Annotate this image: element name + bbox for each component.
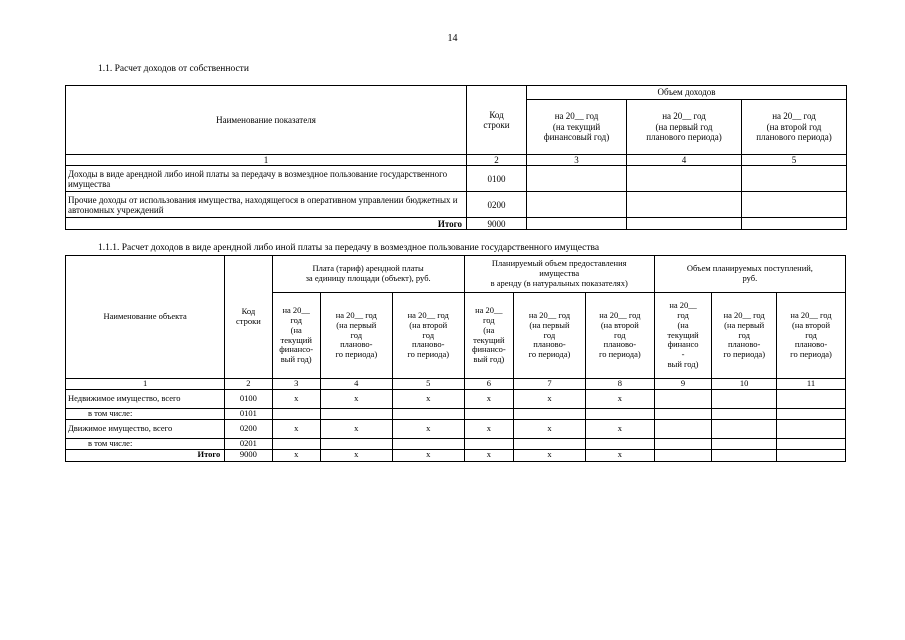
value-cell[interactable] — [585, 438, 654, 449]
x-mark: x — [464, 449, 513, 461]
value-cell[interactable] — [654, 438, 712, 449]
value-cell[interactable] — [272, 408, 320, 419]
row-code: 0201 — [225, 438, 272, 449]
col-number: 2 — [225, 379, 272, 390]
value-cell[interactable] — [742, 192, 847, 218]
x-mark: x — [392, 389, 464, 408]
value-cell[interactable] — [777, 408, 846, 419]
col-number: 8 — [585, 379, 654, 390]
value-cell[interactable] — [464, 438, 513, 449]
table-row — [66, 438, 846, 449]
table-row — [66, 166, 847, 192]
section-1-1-1-title: 1.1.1. Расчет доходов в виде арендной либо иной платы за передачу в возмездное пользование государственного имущества — [98, 243, 600, 253]
value-cell[interactable] — [712, 419, 777, 438]
row-code: 0101 — [225, 408, 272, 419]
total-label: Итого — [66, 218, 467, 230]
rental-income-table — [65, 255, 846, 462]
col-number: 4 — [627, 155, 742, 166]
value-cell[interactable] — [742, 166, 847, 192]
value-cell[interactable] — [712, 389, 777, 408]
value-cell[interactable] — [777, 449, 846, 461]
table-row — [66, 408, 846, 419]
value-cell[interactable] — [654, 389, 712, 408]
header-current-year: на 20__ год (на текущий финансо - вый год) — [654, 293, 712, 379]
value-cell[interactable] — [654, 408, 712, 419]
x-mark: x — [392, 449, 464, 461]
x-mark: x — [272, 449, 320, 461]
value-cell[interactable] — [514, 408, 586, 419]
col-number: 1 — [66, 379, 225, 390]
header-current-year: на 20__ год (на текущий финансовый год) — [527, 100, 627, 155]
header-planned-volume: Планируемый объем предоставления имущества в аренду (в натуральных показателях) — [464, 256, 654, 293]
value-cell[interactable] — [527, 218, 627, 230]
row-code: 0200 — [225, 419, 272, 438]
value-cell[interactable] — [585, 408, 654, 419]
x-mark: x — [585, 389, 654, 408]
header-second-plan-year: на 20__ год (на второй год планово- го периода) — [777, 293, 846, 379]
value-cell[interactable] — [627, 218, 742, 230]
x-mark: x — [514, 389, 586, 408]
col-number: 4 — [320, 379, 392, 390]
x-mark: x — [514, 449, 586, 461]
col-number: 3 — [527, 155, 627, 166]
header-planned-receipts: Объем планируемых поступлений, руб. — [654, 256, 845, 293]
col-number: 1 — [66, 155, 467, 166]
row-name: Доходы в виде арендной либо иной платы за передачу в возмездное пользование государственного имущества — [66, 166, 467, 192]
col-number: 7 — [514, 379, 586, 390]
header-indicator-name: Наименование показателя — [66, 86, 467, 155]
value-cell[interactable] — [777, 438, 846, 449]
row-code: 9000 — [225, 449, 272, 461]
value-cell[interactable] — [712, 438, 777, 449]
value-cell[interactable] — [320, 438, 392, 449]
value-cell[interactable] — [777, 389, 846, 408]
x-mark: x — [320, 449, 392, 461]
header-first-plan-year: на 20__ год (на первый год планово- го периода) — [514, 293, 586, 379]
value-cell[interactable] — [712, 449, 777, 461]
col-number: 5 — [392, 379, 464, 390]
row-name: Недвижимое имущество, всего — [66, 389, 225, 408]
page-number: 14 — [447, 33, 458, 44]
header-current-year: на 20__ год (на текущий финансо- вый год) — [272, 293, 320, 379]
value-cell[interactable] — [777, 419, 846, 438]
header-second-plan-year: на 20__ год (на второй год планово- го периода) — [392, 293, 464, 379]
col-number: 5 — [742, 155, 847, 166]
value-cell[interactable] — [272, 438, 320, 449]
row-name: в том числе: — [66, 438, 225, 449]
value-cell[interactable] — [527, 192, 627, 218]
x-mark: x — [320, 419, 392, 438]
x-mark: x — [585, 449, 654, 461]
row-code: 0100 — [467, 166, 527, 192]
col-number: 9 — [654, 379, 712, 390]
section-1-1-title: 1.1. Расчет доходов от собственности — [98, 64, 249, 74]
total-row — [66, 449, 846, 461]
header-income-volume: Объем доходов — [527, 86, 847, 100]
header-current-year: на 20__ год (на текущий финансо- вый год) — [464, 293, 513, 379]
value-cell[interactable] — [514, 438, 586, 449]
value-cell[interactable] — [627, 166, 742, 192]
header-row-code: Код строки — [467, 86, 527, 155]
value-cell[interactable] — [392, 408, 464, 419]
total-label: Итого — [66, 449, 225, 461]
col-number: 10 — [712, 379, 777, 390]
header-object-name: Наименование объекта — [66, 256, 225, 379]
row-code: 0100 — [225, 389, 272, 408]
x-mark: x — [272, 389, 320, 408]
value-cell[interactable] — [654, 419, 712, 438]
value-cell[interactable] — [320, 408, 392, 419]
value-cell[interactable] — [527, 166, 627, 192]
col-number: 2 — [467, 155, 527, 166]
table-row — [66, 389, 846, 408]
col-number: 6 — [464, 379, 513, 390]
income-from-property-table — [65, 85, 847, 230]
x-mark: x — [272, 419, 320, 438]
header-first-plan-year: на 20__ год (на первый год планового периода) — [627, 100, 742, 155]
row-name: Прочие доходы от использования имущества, находящегося в оперативном управлении бюджетных и автономных учреждений — [66, 192, 467, 218]
header-first-plan-year: на 20__ год (на первый год планово- го периода) — [320, 293, 392, 379]
x-mark: x — [464, 419, 513, 438]
total-row — [66, 218, 847, 230]
value-cell[interactable] — [742, 218, 847, 230]
header-second-plan-year: на 20__ год (на второй год планово- го периода) — [585, 293, 654, 379]
header-second-plan-year: на 20__ год (на второй год планового периода) — [742, 100, 847, 155]
x-mark: x — [585, 419, 654, 438]
row-code: 9000 — [467, 218, 527, 230]
table-row — [66, 192, 847, 218]
x-mark: x — [464, 389, 513, 408]
x-mark: x — [320, 389, 392, 408]
header-rent-rate: Плата (тариф) арендной платы за единицу площади (объект), руб. — [272, 256, 464, 293]
header-first-plan-year: на 20__ год (на первый год планово- го периода) — [712, 293, 777, 379]
value-cell[interactable] — [654, 449, 712, 461]
x-mark: x — [392, 419, 464, 438]
value-cell[interactable] — [627, 192, 742, 218]
header-row-code: Код строки — [225, 256, 272, 379]
row-name: в том числе: — [66, 408, 225, 419]
value-cell[interactable] — [712, 408, 777, 419]
col-number: 3 — [272, 379, 320, 390]
row-code: 0200 — [467, 192, 527, 218]
col-number: 11 — [777, 379, 846, 390]
value-cell[interactable] — [392, 438, 464, 449]
row-name: Движимое имущество, всего — [66, 419, 225, 438]
x-mark: x — [514, 419, 586, 438]
table-row — [66, 419, 846, 438]
value-cell[interactable] — [464, 408, 513, 419]
